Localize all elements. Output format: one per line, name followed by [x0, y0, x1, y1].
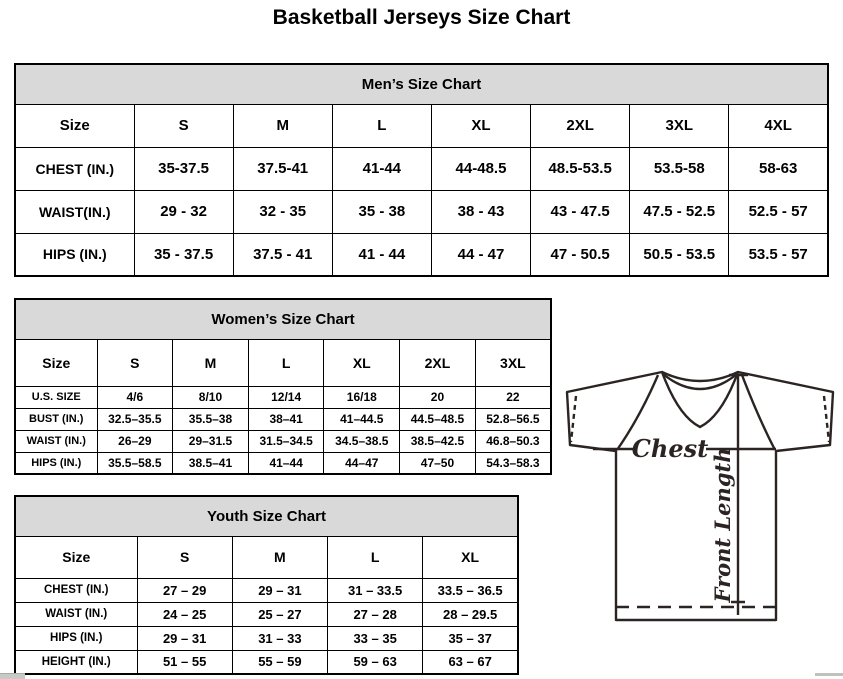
row-label: WAIST (IN.): [15, 430, 97, 452]
row-label: U.S. SIZE: [15, 386, 97, 408]
table-row: [15, 147, 828, 190]
column-header: L: [328, 536, 423, 578]
table-row: [15, 650, 518, 674]
size-value-cell: 35 - 37.5: [134, 233, 233, 276]
table-row: [15, 104, 828, 147]
size-value-cell: 27 – 29: [137, 578, 232, 602]
row-label: HIPS (IN.): [15, 233, 134, 276]
youth-size-table: [14, 495, 519, 675]
mens-table-title: Men’s Size Chart: [15, 64, 828, 104]
size-value-cell: 52.8–56.5: [475, 408, 551, 430]
size-value-cell: 37.5 - 41: [233, 233, 332, 276]
table-row: [15, 452, 551, 474]
size-value-cell: 29 - 32: [134, 190, 233, 233]
column-header: 3XL: [630, 104, 729, 147]
table-row: [15, 578, 518, 602]
size-value-cell: 35.5–58.5: [97, 452, 173, 474]
row-label: HEIGHT (IN.): [15, 650, 137, 674]
row-label: HIPS (IN.): [15, 452, 97, 474]
table-row: [15, 626, 518, 650]
size-value-cell: 38–41: [248, 408, 324, 430]
size-value-cell: 38 - 43: [431, 190, 530, 233]
size-value-cell: 53.5-58: [630, 147, 729, 190]
row-label: HIPS (IN.): [15, 626, 137, 650]
size-value-cell: 27 – 28: [328, 602, 423, 626]
size-value-cell: 29 – 31: [137, 626, 232, 650]
size-value-cell: 16/18: [324, 386, 400, 408]
table-row: [15, 496, 518, 536]
size-value-cell: 47.5 - 52.5: [630, 190, 729, 233]
page-title: Basketball Jerseys Size Chart: [272, 6, 571, 29]
womens-table-title: Women’s Size Chart: [15, 299, 551, 339]
size-value-cell: 8/10: [173, 386, 249, 408]
size-value-cell: 43 - 47.5: [531, 190, 630, 233]
size-value-cell: 34.5–38.5: [324, 430, 400, 452]
row-label: CHEST (IN.): [15, 147, 134, 190]
column-header: Size: [15, 104, 134, 147]
column-header: M: [173, 339, 249, 386]
mens-size-table: [14, 63, 829, 277]
horizontal-scrollbar-fragment-right[interactable]: [815, 673, 843, 676]
column-header: XL: [324, 339, 400, 386]
table-row: [15, 408, 551, 430]
column-header: 2XL: [400, 339, 476, 386]
size-value-cell: 31 – 33: [232, 626, 327, 650]
youth-table-title: Youth Size Chart: [15, 496, 518, 536]
size-value-cell: 47–50: [400, 452, 476, 474]
size-value-cell: 28 – 29.5: [423, 602, 518, 626]
front-length-label: Front Length: [710, 447, 735, 603]
column-header: M: [232, 536, 327, 578]
size-value-cell: 31.5–34.5: [248, 430, 324, 452]
horizontal-scrollbar-fragment-left[interactable]: [0, 673, 25, 679]
size-value-cell: 24 – 25: [137, 602, 232, 626]
size-value-cell: 22: [475, 386, 551, 408]
size-value-cell: 41–44.5: [324, 408, 400, 430]
womens-size-table: [14, 298, 552, 475]
size-value-cell: 53.5 - 57: [729, 233, 828, 276]
size-value-cell: 26–29: [97, 430, 173, 452]
size-value-cell: 44 - 47: [431, 233, 530, 276]
table-row: [15, 64, 828, 104]
size-value-cell: 44–47: [324, 452, 400, 474]
size-value-cell: 52.5 - 57: [729, 190, 828, 233]
size-value-cell: 29–31.5: [173, 430, 249, 452]
size-value-cell: 38.5–41: [173, 452, 249, 474]
column-header: L: [332, 104, 431, 147]
column-header: L: [248, 339, 324, 386]
size-value-cell: 32 - 35: [233, 190, 332, 233]
size-value-cell: 32.5–35.5: [97, 408, 173, 430]
size-value-cell: 12/14: [248, 386, 324, 408]
column-header: Size: [15, 536, 137, 578]
size-value-cell: 33 – 35: [328, 626, 423, 650]
size-value-cell: 33.5 – 36.5: [423, 578, 518, 602]
size-value-cell: 41 - 44: [332, 233, 431, 276]
chest-label: Chest: [631, 434, 709, 463]
column-header: XL: [431, 104, 530, 147]
size-value-cell: 58-63: [729, 147, 828, 190]
size-value-cell: 20: [400, 386, 476, 408]
table-row: [15, 233, 828, 276]
size-value-cell: 38.5–42.5: [400, 430, 476, 452]
jersey-measurement-diagram: [560, 362, 840, 632]
column-header: 4XL: [729, 104, 828, 147]
size-value-cell: 37.5-41: [233, 147, 332, 190]
size-value-cell: 4/6: [97, 386, 173, 408]
table-row: [15, 190, 828, 233]
size-value-cell: 47 - 50.5: [531, 233, 630, 276]
size-value-cell: 35.5–38: [173, 408, 249, 430]
column-header: Size: [15, 339, 97, 386]
size-value-cell: 55 – 59: [232, 650, 327, 674]
column-header: S: [134, 104, 233, 147]
size-value-cell: 48.5-53.5: [531, 147, 630, 190]
column-header: M: [233, 104, 332, 147]
size-value-cell: 35-37.5: [134, 147, 233, 190]
size-value-cell: 41-44: [332, 147, 431, 190]
table-row: [15, 536, 518, 578]
size-value-cell: 44-48.5: [431, 147, 530, 190]
size-value-cell: 31 – 33.5: [328, 578, 423, 602]
table-row: [15, 430, 551, 452]
column-header: S: [97, 339, 173, 386]
table-row: [15, 299, 551, 339]
table-row: [15, 386, 551, 408]
size-value-cell: 35 - 38: [332, 190, 431, 233]
size-value-cell: 35 – 37: [423, 626, 518, 650]
jersey-outline: [567, 372, 833, 620]
row-label: WAIST(IN.): [15, 190, 134, 233]
size-value-cell: 59 – 63: [328, 650, 423, 674]
column-header: XL: [423, 536, 518, 578]
size-value-cell: 44.5–48.5: [400, 408, 476, 430]
size-value-cell: 63 – 67: [423, 650, 518, 674]
size-value-cell: 25 – 27: [232, 602, 327, 626]
table-row: [15, 339, 551, 386]
size-value-cell: 46.8–50.3: [475, 430, 551, 452]
size-value-cell: 51 – 55: [137, 650, 232, 674]
column-header: 2XL: [531, 104, 630, 147]
column-header: 3XL: [475, 339, 551, 386]
row-label: BUST (IN.): [15, 408, 97, 430]
size-value-cell: 54.3–58.3: [475, 452, 551, 474]
size-value-cell: 41–44: [248, 452, 324, 474]
column-header: S: [137, 536, 232, 578]
row-label: WAIST (IN.): [15, 602, 137, 626]
size-value-cell: 29 – 31: [232, 578, 327, 602]
row-label: CHEST (IN.): [15, 578, 137, 602]
table-row: [15, 602, 518, 626]
size-value-cell: 50.5 - 53.5: [630, 233, 729, 276]
